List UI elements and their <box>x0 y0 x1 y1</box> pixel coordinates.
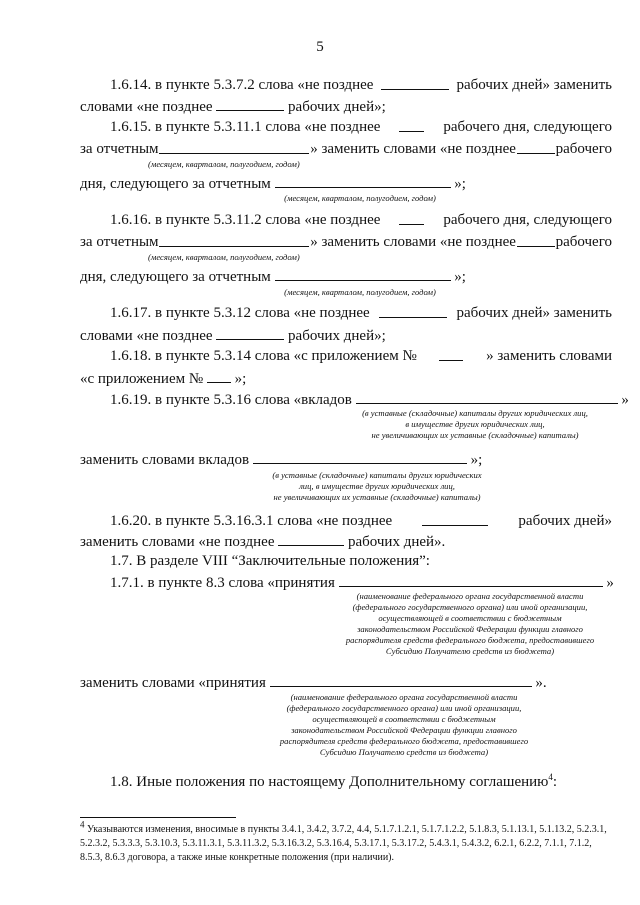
page-number: 5 <box>316 39 324 55</box>
blank-days <box>216 326 284 340</box>
caption-period: (месяцем, кварталом, полугодием, годом) <box>284 287 436 297</box>
footnote-divider <box>80 817 236 818</box>
caption-period: (месяцем, кварталом, полугодием, годом) <box>148 252 300 262</box>
caption-authority: (наименование федерального органа государственной власти (федерального государственного органа) или иной организации, осуществляющей в соответствии с бюджетным законодательством Российской Федерации функции главного распорядителя средств федерального бюджета, предоставившего Субсидию Получателю средств из бюджета) <box>279 692 529 757</box>
item-1-6-18-line2: «с приложением № »; <box>80 371 247 387</box>
footnote-text: Указываются изменения, вносимые в пункты 3.4.1, 3.4.2, 3.7.2, 4.4, 5.1.7.1.2.1, 5.1.7.1.2.2, 5.1.8.3, 5.1.13.1, 5.1.13.2, 5.2.3.1, 5.2.3.2, 5.3.3.3, 5.3.10.3, 5.3.11.3.1, 5.3.11.3.2, 5.3.16.3.2, 5.3.16.4, 5.3.17.1, 5.3.17.2, 5.4.3.1, 5.4.3.2, 6.2.1, 6.2.2, 7.1.1, 7.1.2, 8.5.3, 8.6.3 договора, а также иные конкретные положения (при наличии). <box>80 824 607 863</box>
item-1-6-15-line3: дня, следующего за отчетным »; <box>80 176 466 192</box>
item-1-6-16-line2: за отчетным » заменить словами «не позднее рабочего <box>80 234 612 250</box>
blank-number <box>439 347 463 361</box>
blank-period <box>275 267 451 281</box>
blank-days <box>399 211 424 225</box>
footnote-ref: 4 <box>548 772 553 782</box>
item-1-6-20-line1: 1.6.20. в пункте 5.3.16.3.1 слова «не позднее рабочих дней» <box>110 513 612 529</box>
blank-days <box>517 140 555 154</box>
item-1-6-14-line1: 1.6.14. в пункте 5.3.7.2 слова «не позднее рабочих дней» заменить <box>110 77 612 93</box>
caption-contributions: (в уставные (складочные) капиталы других юридических лиц, в имуществе других юридических лиц, не увеличивающих их уставные (складочные) капиталы) <box>362 408 588 440</box>
blank-contributions <box>356 390 618 404</box>
footnote-mark: 4 <box>80 819 85 830</box>
blank-contributions <box>253 450 467 464</box>
item-1-7: 1.7. В разделе VIII “Заключительные положения”: <box>110 553 430 569</box>
item-1-8: 1.8. Иные положения по настоящему Дополнительному соглашению$^4$: <box>110 772 558 790</box>
item-1-6-14-line2: словами «не позднее рабочих дней»; <box>80 99 386 115</box>
blank-period <box>159 140 309 154</box>
blank-days <box>278 532 344 546</box>
blank-number <box>207 369 231 383</box>
blank-days <box>422 512 488 526</box>
blank-days <box>399 118 424 132</box>
blank-authority <box>339 573 603 587</box>
blank-period <box>275 174 451 188</box>
blank-days <box>379 304 447 318</box>
item-1-6-15-line2: за отчетным » заменить словами «не позднее рабочего <box>80 141 612 157</box>
item-1-7-1-line2: заменить словами «принятия ». <box>80 675 547 691</box>
item-1-7-1-line1: 1.7.1. в пункте 8.3 слова «принятия » <box>110 575 614 591</box>
item-1-6-17-line1: 1.6.17. в пункте 5.3.12 слова «не позднее рабочих дней» заменить <box>110 305 612 321</box>
item-1-6-15-line1: 1.6.15. в пункте 5.3.11.1 слова «не позднее рабочего дня, следующего <box>110 119 612 135</box>
item-1-6-19-line1: 1.6.19. в пункте 5.3.16 слова «вкладов » <box>110 392 629 408</box>
blank-period <box>159 233 309 247</box>
item-1-6-17-line2: словами «не позднее рабочих дней»; <box>80 328 386 344</box>
footnote <box>80 819 615 865</box>
item-1-6-20-line2: заменить словами «не позднее рабочих дней». <box>80 534 446 550</box>
item-1-6-16-line1: 1.6.16. в пункте 5.3.11.2 слова «не позднее рабочего дня, следующего <box>110 212 612 228</box>
caption-period: (месяцем, кварталом, полугодием, годом) <box>284 193 436 203</box>
caption-authority: (наименование федерального органа государственной власти (федерального государственного органа) или иной организации, осуществляющей в соответствии с бюджетным законодательством Российской Федерации функции главного распорядителя средств федерального бюджета, предоставившего Субсидию Получателю средств из бюджета) <box>345 591 595 656</box>
blank-days <box>381 76 449 90</box>
blank-days <box>517 233 555 247</box>
caption-contributions: (в уставные (складочные) капиталы других юридических лиц, в имуществе других юридических лиц, не увеличивающих их уставные (складочные) капиталы) <box>272 470 482 502</box>
item-1-6-16-line3: дня, следующего за отчетным »; <box>80 269 466 285</box>
blank-days <box>216 97 284 111</box>
item-1-6-19-line2: заменить словами вкладов »; <box>80 452 483 468</box>
caption-period: (месяцем, кварталом, полугодием, годом) <box>148 159 300 169</box>
blank-authority <box>270 673 532 687</box>
item-1-6-18-line1: 1.6.18. в пункте 5.3.14 слова «с приложением № » заменить словами <box>110 348 612 364</box>
